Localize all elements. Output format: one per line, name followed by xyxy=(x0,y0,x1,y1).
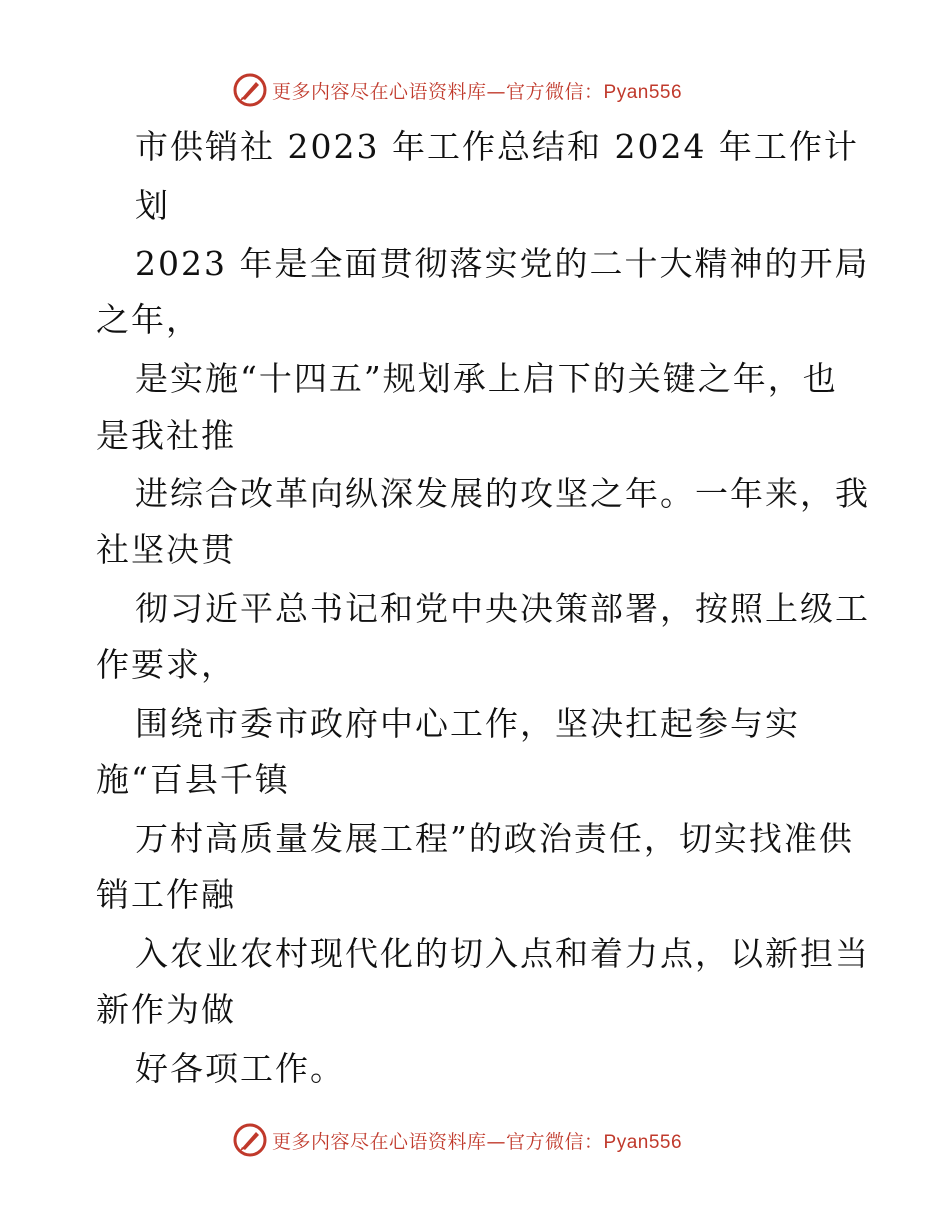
paragraph-line: 入农业农村现代化的切入点和着力点，以新担当 xyxy=(135,934,870,973)
paragraph-line: 2023 年是全面贯彻落实党的二十大精神的开局 xyxy=(135,244,870,283)
paragraph-line: 新作为做 xyxy=(96,990,236,1029)
watermark-text: 更多内容尽在心语资料库—官方微信：Pyan556 xyxy=(272,1130,683,1153)
footer-watermark xyxy=(232,1120,682,1160)
paragraph-line: 万村高质量发展工程”的政治责任，切实找准供 xyxy=(135,819,854,858)
paragraph-line: 好各项工作。 xyxy=(135,1049,345,1088)
paragraph-line: 是实施“十四五”规划承上启下的关键之年，也 xyxy=(135,359,838,398)
paragraph-line: 销工作融 xyxy=(96,875,236,914)
header-watermark xyxy=(232,70,682,110)
paragraph-line: 彻习近平总书记和党中央决策部署，按照上级工 xyxy=(135,589,870,628)
document-title: 市供销社 2023 年工作总结和 2024 年工作计 xyxy=(135,127,859,166)
paragraph-line: 之年， xyxy=(96,300,201,339)
watermark-text: 更多内容尽在心语资料库—官方微信：Pyan556 xyxy=(272,80,683,103)
quill-pen-icon xyxy=(232,72,268,108)
paragraph-line: 社坚决贯 xyxy=(96,530,236,569)
paragraph-line: 围绕市委市政府中心工作，坚决扛起参与实 xyxy=(135,704,800,743)
quill-pen-icon xyxy=(232,1122,268,1158)
paragraph-line: 施“百县千镇 xyxy=(96,760,290,799)
paragraph-line: 是我社推 xyxy=(96,416,236,455)
paragraph-line: 作要求， xyxy=(96,645,236,684)
paragraph-line: 进综合改革向纵深发展的攻坚之年。一年来，我 xyxy=(135,474,870,513)
document-title-continued: 划 xyxy=(135,186,170,225)
